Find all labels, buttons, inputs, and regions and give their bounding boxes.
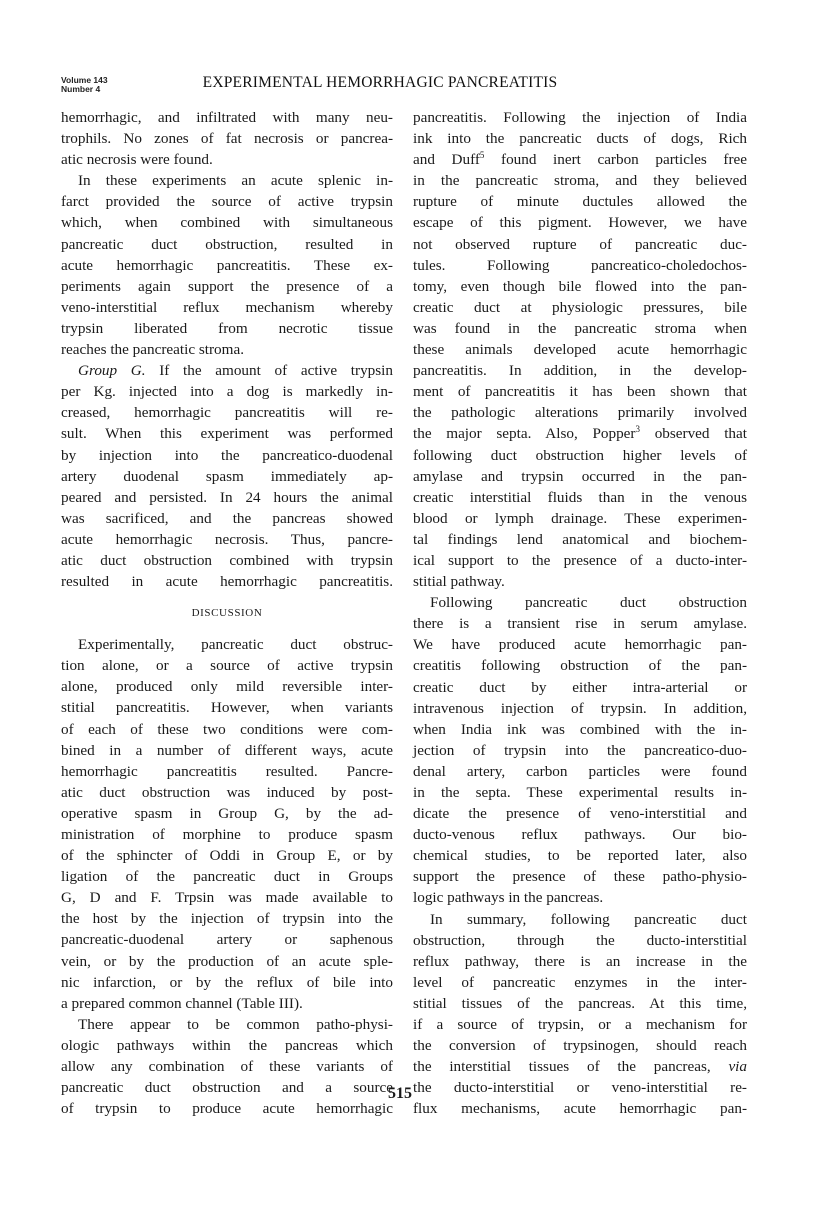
text-line: dicate the presence of veno-interstitial and [413,805,747,823]
text-line: trophils. No zones of fat necrosis or pancrea- [61,130,393,148]
text-line: ministration of morphine to produce spasm [61,826,393,843]
text-line: pancreatic-duodenal artery or saphenous [61,931,393,949]
text-line: was sacrificed, and the pancreas showed [61,509,393,527]
volume-label: Volume 143 [61,75,108,85]
text-line: escape of this pigment. However, we have [413,214,747,232]
text-line: the ducto-interstitial or veno-interstitial re- [413,1079,747,1097]
text-line-citation-popper: the major septa. Also, Popper$^3$ observed that [413,424,747,443]
text-line: level of pancreatic enzymes in the inter- [413,973,747,991]
text-line: resulted in acute hemorrhagic pancreatitis. [61,573,393,591]
text-line: support the presence of these patho-physio- [413,868,747,886]
text-line: pancreatitis. In addition, in the develop- [413,362,747,380]
text-line: obstruction, through the ducto-interstitial [413,931,747,949]
text-line: hemorrhagic, and infiltrated with many neu- [61,109,393,126]
text-line: atic duct obstruction was induced by post- [61,783,393,801]
text-line: the conversion of trypsinogen, should reach [413,1037,747,1055]
text-line: Experimentally, pancreatic duct obstruc- [78,636,393,654]
text-line: sult. When this experiment was performed [61,425,393,443]
text-line: nic infarction, or by the reflux of bile into [61,973,393,991]
section-heading-discussion: DISCUSSION [191,607,263,620]
text-line: acute hemorrhagic pancreatitis. These ex- [61,256,393,274]
text-line: per Kg. injected into a dog is markedly in- [61,383,393,401]
text-line: denal artery, carbon particles were found [413,762,747,780]
group-g-label: Group G. [78,362,146,380]
text-line: tomy, even though bile flowed into the pan- [413,277,747,295]
text-line: amylase and trypsin occurred in the pan- [413,467,747,485]
text-line: creatic interstitial fluids than in the venous [413,488,747,506]
volume-number-block [61,76,108,94]
text-line: We have produced acute hemorrhagic pan- [413,636,747,654]
text-line: reaches the pancreatic stroma. [61,341,244,359]
text-line: of each of these two conditions were com- [61,720,393,738]
text-line: stitial pathway. [413,573,505,591]
text-line-citation-rich-duff: and Duff$^5$ found inert carbon particles free [413,150,747,169]
text-line: atic necrosis were found. [61,151,213,169]
text-line: veno-interstitial reflux mechanism whereby [61,298,393,316]
text-line: pancreatic duct obstruction and a source [61,1079,393,1097]
text-line: ink into the pancreatic ducts of dogs, Rich [413,130,747,148]
text-line: reflux pathway, there is an increase in the [413,952,747,970]
text-line: the pathologic alterations primarily involved [413,404,747,422]
text-line: atic duct obstruction combined with trypsin [61,551,393,569]
text-line: tion alone, or a source of active trypsin [61,657,393,675]
text-line: creased, hemorrhagic pancreatitis will re- [61,404,393,422]
text-line: following duct obstruction higher levels of [413,446,747,464]
text-line: stitial tissues of the pancreas. At this time, [413,994,747,1012]
text-line: the host by the injection of trypsin into the [61,910,393,928]
text-line: in the pancreatic stroma, and they believed [413,172,747,190]
text-line: trypsin liberated from necrotic tissue [61,319,393,337]
running-head-title: EXPERIMENTAL HEMORRHAGIC PANCREATITIS [202,74,558,91]
text-line: rupture of minute ductules allowed the [413,193,747,211]
text-line: tules. Following pancreatico-choledochos- [413,256,747,274]
text-line: In summary, following pancreatic duct [430,910,747,928]
text-line: if a source of trypsin, or a mechanism for [413,1016,747,1034]
text-line: was found in the pancreatic stroma when [413,319,747,337]
text-line: which, when combined with simultaneous [61,214,393,232]
text-line: ment of pancreatitis it has been shown that [413,383,747,401]
text-line: intravenous injection of trypsin. In addition, [413,699,747,717]
text-line: creatitis following obstruction of the pan- [413,657,747,675]
via-italic: via [728,1058,747,1076]
text-line: of trypsin to produce acute hemorrhagic [61,1100,393,1118]
text-line: creatic duct at physiologic pressures, bile [413,298,747,316]
text-line-group-g: Group G. If the amount of active trypsin [78,362,393,380]
text-line: pancreatitis. Following the injection of India [413,109,747,126]
text-line: ligation of the pancreatic duct in Groups [61,868,393,886]
text-line: In these experiments an acute splenic in- [78,172,393,190]
text-line: ologic pathways within the pancreas which [61,1036,393,1054]
citation-superscript: 5 [479,150,485,161]
text-line: Following pancreatic duct obstruction [430,594,747,612]
text-line: creatic duct by either intra-arterial or [413,678,747,696]
running-head [0,0,816,100]
text-line: ical support to the presence of a ducto-inter- [413,551,747,569]
text-line: logic pathways in the pancreas. [413,889,604,907]
text-line: There appear to be common patho-physi- [78,1015,393,1033]
text-line: when India ink was combined with the in- [413,720,747,738]
text-line: vein, or by the production of an acute sple- [61,952,393,970]
text-line: these animals developed acute hemorrhagic [413,341,747,359]
text-line: farct provided the source of active trypsin [61,193,393,211]
text-line-via: the interstitial tissues of the pancreas, via [413,1058,747,1076]
text-line: flux mechanisms, acute hemorrhagic pan- [413,1100,747,1118]
text-line: stitial pancreatitis. However, when variants [61,699,393,717]
text-line: ducto-venous reflux pathways. Our bio- [413,826,747,844]
text-line: acute hemorrhagic necrosis. Thus, pancre- [61,530,393,548]
text-line: there is a transient rise in serum amylase. [413,615,747,633]
text-line: alone, produced only mild reversible inter- [61,678,393,696]
left-column [61,107,393,1119]
issue-number-label: Number 4 [61,84,101,94]
text-line: pancreatic duct obstruction, resulted in [61,235,393,253]
text-line: in the septa. These experimental results in- [413,784,747,801]
text-line: allow any combination of these variants of [61,1058,393,1076]
page-number: 515 [388,1085,412,1102]
text-line: bined in a number of different ways, acute [61,741,393,759]
right-column [413,107,747,1120]
text-line: by injection into the pancreatico-duodenal [61,446,393,464]
text-line: not observed rupture of pancreatic duc- [413,235,747,253]
text-line: jection of trypsin into the pancreatico-duo- [413,741,747,759]
text-line: blood or lymph drainage. These experimen- [413,509,747,527]
citation-superscript: 3 [635,424,640,435]
text-line: of the sphincter of Oddi in Group E, or by [61,847,393,865]
text-line: G, D and F. Trpsin was made available to [61,889,393,907]
text-line: periments again support the presence of a [61,277,393,295]
text-line: chemical studies, to be reported later, also [413,847,747,865]
text-line: operative spasm in Group G, by the ad- [61,804,393,822]
text-line: a prepared common channel (Table III). [61,994,303,1012]
text-line: peared and persisted. In 24 hours the animal [61,488,393,506]
text-line: artery duodenal spasm immediately ap- [61,467,393,485]
text-line: tal findings lend anatomical and biochem- [413,530,747,548]
text-line: hemorrhagic pancreatitis resulted. Pancre- [61,762,393,780]
